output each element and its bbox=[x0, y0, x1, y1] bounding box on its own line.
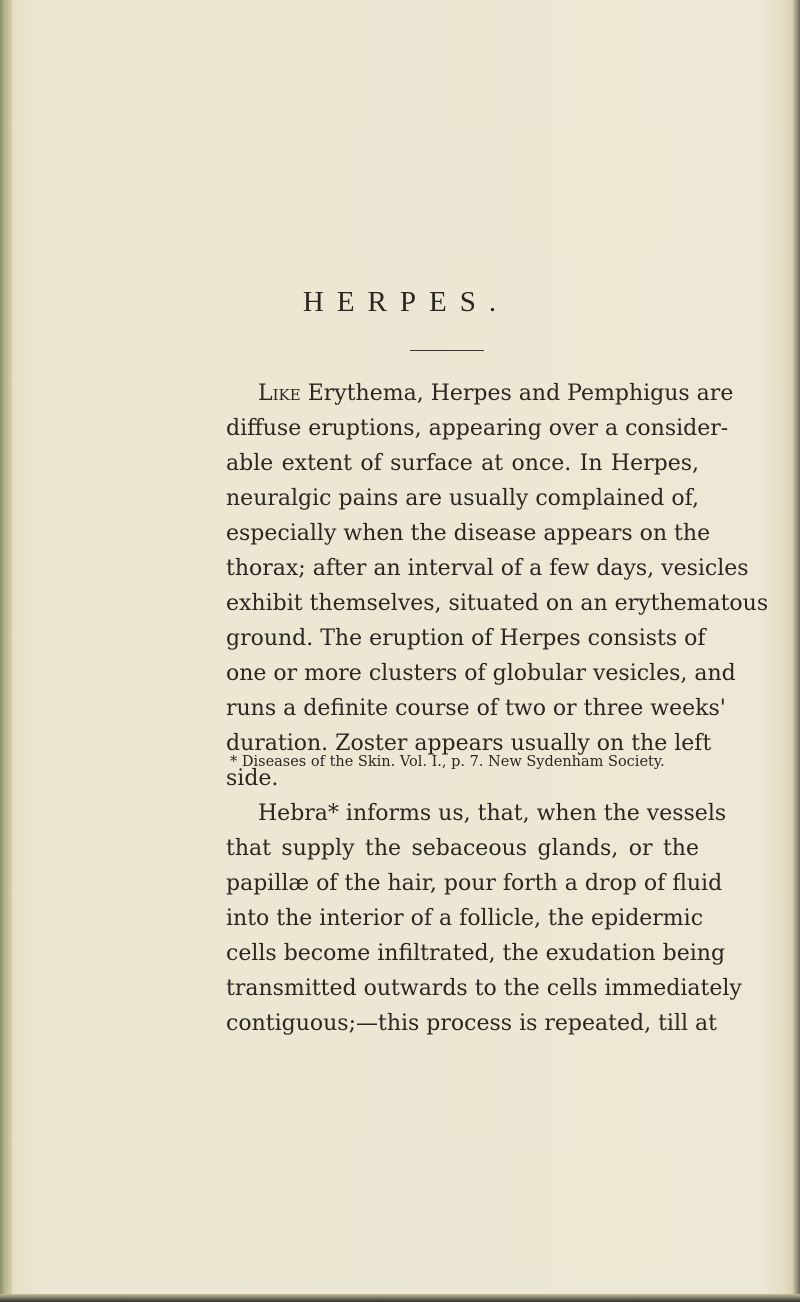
opening-word: Like bbox=[258, 381, 301, 406]
text-line: diffuse eruptions, appearing over a consider- bbox=[226, 416, 729, 441]
text-line: one or more clusters of globular vesicles, and bbox=[226, 661, 736, 686]
text-line: into the interior of a follicle, the epidermic bbox=[226, 906, 704, 931]
paragraph-1 bbox=[226, 376, 769, 796]
text-line: papillæ of the hair, pour forth a drop of fluid bbox=[226, 871, 723, 896]
text-line: that supply the sebaceous glands, or the bbox=[226, 836, 699, 861]
footnote: * Diseases of the Skin. Vol. I., p. 7. New Sydenham Society. bbox=[230, 754, 665, 770]
body-text bbox=[226, 376, 769, 1041]
page-edge-bottom bbox=[0, 1294, 800, 1302]
text-line: Like Erythema, Herpes and Pemphigus are bbox=[258, 381, 734, 406]
text-line: thorax; after an interval of a few days, vesicles bbox=[226, 556, 749, 581]
page-edge-right bbox=[792, 0, 800, 1302]
text-line: especially when the disease appears on the bbox=[226, 521, 711, 546]
text-line: exhibit themselves, situated on an erythematous bbox=[226, 591, 769, 616]
text-line: runs a definite course of two or three weeks' bbox=[226, 696, 726, 721]
paragraph-2 bbox=[226, 796, 742, 1041]
text-line: neuralgic pains are usually complained of, bbox=[226, 486, 699, 511]
text-line: able extent of surface at once. In Herpes, bbox=[226, 451, 699, 476]
text-line: Hebra* informs us, that, when the vessels bbox=[258, 801, 727, 826]
chapter-heading: HERPES. bbox=[302, 286, 510, 318]
text-line: cells become infiltrated, the exudation being bbox=[226, 941, 726, 966]
text-line: ground. The eruption of Herpes consists of bbox=[226, 626, 706, 651]
text-line: transmitted outwards to the cells immediately bbox=[226, 976, 742, 1001]
page-binding-edge-left bbox=[0, 0, 12, 1302]
heading-rule bbox=[410, 350, 484, 351]
text-line: side. bbox=[226, 766, 279, 791]
text-line: duration. Zoster appears usually on the left bbox=[226, 731, 712, 756]
text-line: contiguous;—this process is repeated, till at bbox=[226, 1011, 717, 1036]
